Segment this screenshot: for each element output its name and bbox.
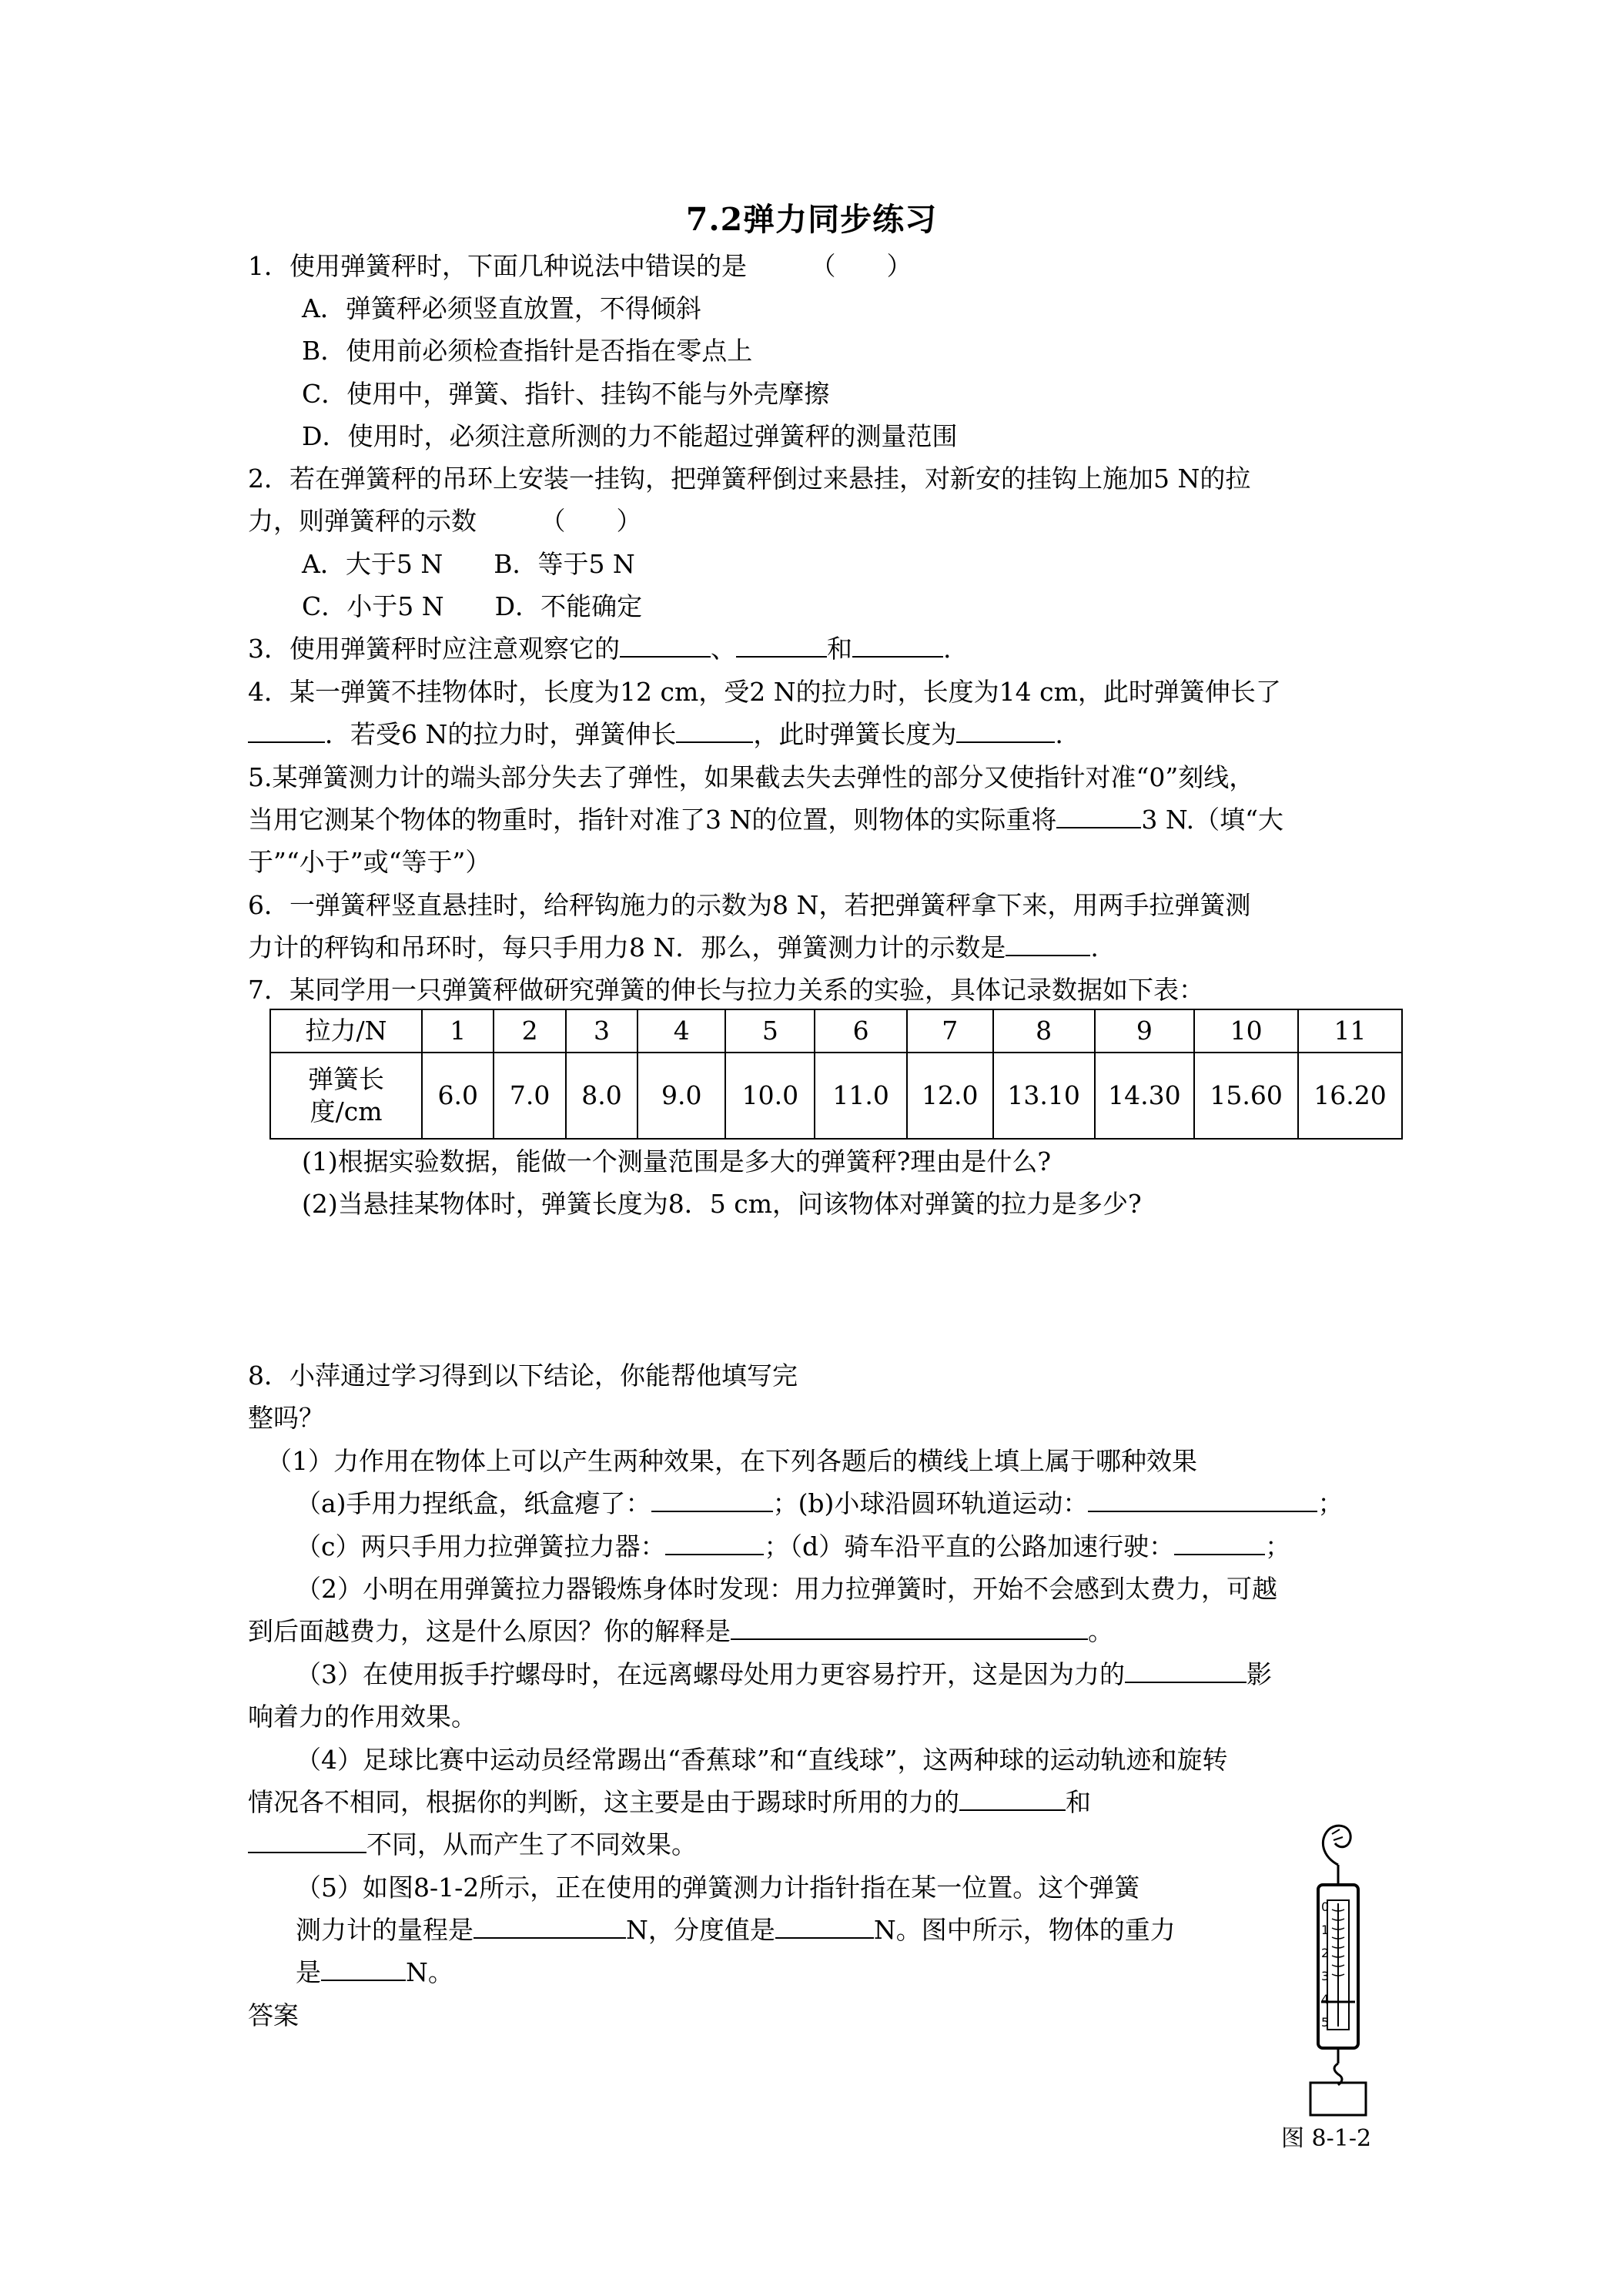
- table-cell: 9: [1095, 1009, 1195, 1053]
- q3-separator-1: 、: [711, 634, 736, 664]
- q8-5-division-text: N，分度值是: [626, 1915, 775, 1945]
- table-cell: 11: [1298, 1009, 1402, 1053]
- table-cell: 8.0: [566, 1053, 637, 1139]
- table-cell: 6: [815, 1009, 906, 1053]
- q8-1c-blank[interactable]: [665, 1531, 764, 1555]
- q3-prefix: 3．使用弹簧秤时应注意观察它的: [248, 634, 620, 664]
- q8-1a-text: （a)手用力捏纸盒，纸盒瘪了：: [296, 1488, 651, 1518]
- q8-1d-end: ；: [1265, 1531, 1291, 1561]
- q1-option-c: C．使用中，弹簧、指针、挂钩不能与外壳摩擦: [302, 379, 830, 409]
- q8-2-blank[interactable]: [731, 1615, 1088, 1640]
- q8-1b-text: ；(b)小球沿圆环轨道运动：: [772, 1488, 1089, 1518]
- q4-blank-1[interactable]: [248, 718, 325, 743]
- answer-heading: 答案: [248, 2000, 299, 2030]
- table-cell: 7: [907, 1009, 993, 1053]
- scale-label: 1: [1321, 1923, 1330, 1937]
- table-cell: 10.0: [725, 1053, 815, 1139]
- q8-part-3-line-1: [296, 1658, 1272, 1692]
- q8-1b-blank[interactable]: [1088, 1488, 1317, 1512]
- q8-5-range-blank[interactable]: [474, 1914, 626, 1939]
- q8-4-text: 情况各不相同，根据你的判断，这主要是由于踢球时所用的力的: [248, 1787, 959, 1817]
- q5-text-a: 当用它测某个物体的物重时，指针对准了3 N的位置，则物体的实际重将: [248, 805, 1057, 835]
- table-cell: 16.20: [1298, 1053, 1402, 1139]
- q5-blank[interactable]: [1056, 804, 1141, 828]
- q8-5-weight-blank[interactable]: [321, 1956, 406, 1981]
- q5-line-3: 于”“小于”或“等于”）: [248, 847, 491, 877]
- table-cell: 14.30: [1095, 1053, 1195, 1139]
- table-header-length: [270, 1053, 422, 1139]
- q8-line-1: 8．小萍通过学习得到以下结论，你能帮他填写完: [248, 1361, 798, 1391]
- q8-4-end: 不同，从而产生了不同效果。: [366, 1829, 697, 1859]
- table-cell: 1: [422, 1009, 494, 1053]
- q8-1a-blank[interactable]: [651, 1488, 773, 1512]
- q6-blank[interactable]: [1006, 932, 1090, 956]
- scale-label: 4: [1321, 1992, 1330, 2006]
- table-cell: 13.10: [993, 1053, 1095, 1139]
- table-cell: 2: [494, 1009, 565, 1053]
- q8-part-4-line-2: [248, 1786, 1091, 1819]
- table-cell: 12.0: [907, 1053, 993, 1139]
- table-cell: 7.0: [494, 1053, 565, 1139]
- q8-part-4-line-3: [248, 1828, 697, 1862]
- q2-options-row-2: C．小于5 N D．不能确定: [302, 591, 643, 621]
- q2-line-2: 力，则弹簧秤的示数 （ ）: [248, 506, 642, 536]
- figure-caption: 图 8-1-2: [1281, 2125, 1372, 2152]
- q8-1d-text: ；（d）骑车沿平直的公路加速行驶：: [764, 1531, 1175, 1561]
- scale-label: 3: [1321, 1969, 1330, 1983]
- scale-label: 2: [1321, 1946, 1330, 1960]
- table-cell: 6.0: [422, 1053, 494, 1139]
- q8-part-2-line-1: （2）小明在用弹簧拉力器锻炼身体时发现：用力拉弹簧时，开始不会感到太费力，可越: [296, 1574, 1277, 1604]
- table-row-length: [270, 1053, 1402, 1139]
- q8-line-2: 整吗？: [248, 1403, 324, 1433]
- q8-1c-text: （c）两只手用力拉弹簧拉力器：: [296, 1531, 666, 1561]
- q8-part-5-line-3: [296, 1956, 453, 1990]
- q2-options-row-1: A．大于5 N B．等于5 N: [302, 549, 635, 579]
- table-cell: 11.0: [815, 1053, 906, 1139]
- q7-sub-question-2: (2)当悬挂某物体时，弹簧长度为8．5 cm，问该物体对弹簧的拉力是多少?: [302, 1189, 1142, 1219]
- q5-text-b: 3 N.（填“大: [1141, 805, 1283, 835]
- q4-line-1: 4．某一弹簧不挂物体时，长度为12 cm，受2 N的拉力时，长度为14 cm，此时弹簧伸长了: [248, 677, 1281, 707]
- table-cell: 9.0: [637, 1053, 725, 1139]
- q6-line-1: 6．一弹簧秤竖直悬挂时，给秤钩施力的示数为8 N，若把弹簧秤拿下来，用两手拉弹簧测: [248, 890, 1251, 920]
- q3-end: .: [943, 634, 952, 664]
- table-cell: 10: [1194, 1009, 1298, 1053]
- table-header-length-part-2: 度/cm: [310, 1096, 383, 1126]
- q1-option-d: D．使用时，必须注意所测的力不能超过弹簧秤的测量范围: [302, 421, 958, 451]
- q8-part-1-ab: [296, 1487, 1343, 1521]
- table-cell: 5: [725, 1009, 815, 1053]
- table-cell: 3: [566, 1009, 637, 1053]
- q6-text: 力计的秤钩和吊环时，每只手用力8 N．那么，弹簧测力计的示数是: [248, 932, 1006, 962]
- q4-line-2: [248, 718, 1063, 751]
- q8-2-text: 到后面越费力，这是什么原因？你的解释是: [248, 1616, 731, 1646]
- q1-option-a: A．弹簧秤必须竖直放置，不得倾斜: [302, 293, 701, 323]
- q5-line-2: [248, 803, 1283, 837]
- q8-1b-end: ；: [1317, 1488, 1344, 1518]
- q8-part-5-line-2: [296, 1913, 1176, 1947]
- q7-data-table: [269, 1009, 1403, 1140]
- table-cell: 8: [993, 1009, 1095, 1053]
- q8-part-1: （1）力作用在物体上可以产生两种效果，在下列各题后的横线上填上属于哪种效果: [266, 1446, 1197, 1476]
- table-row-force: [270, 1009, 1402, 1053]
- q8-5-weight-text: N。图中所示，物体的重力: [873, 1915, 1176, 1945]
- table-cell: 4: [637, 1009, 725, 1053]
- q7-sub-question-1: (1)根据实验数据，能做一个测量范围是多大的弹簧秤?理由是什么?: [302, 1146, 1052, 1176]
- q8-part-4-line-1: （4）足球比赛中运动员经常踢出“香蕉球”和“直线球”，这两种球的运动轨迹和旋转: [296, 1745, 1228, 1775]
- q8-3-blank[interactable]: [1125, 1658, 1247, 1683]
- scale-label: 5: [1321, 2015, 1330, 2030]
- q1-option-b: B．使用前必须检查指针是否指在零点上: [302, 336, 753, 366]
- q8-5-is-text: 是: [296, 1957, 321, 1987]
- q7-stem: 7．某同学用一只弹簧秤做研究弹簧的伸长与拉力关系的实验，具体记录数据如下表：: [248, 975, 1204, 1005]
- q3-separator-2: 和: [827, 634, 852, 664]
- q4-blank-3[interactable]: [956, 718, 1055, 743]
- q3-blank-3[interactable]: [852, 633, 943, 658]
- q8-4-blank-1[interactable]: [959, 1786, 1066, 1811]
- table-header-length-part-1: 弹簧长: [308, 1064, 385, 1094]
- q8-1d-blank[interactable]: [1174, 1531, 1265, 1555]
- spring-scale-figure: [1278, 1817, 1394, 2121]
- q6-line-2: [248, 931, 1099, 965]
- q3-blank-2[interactable]: [736, 633, 827, 658]
- table-header-force: 拉力/N: [270, 1009, 422, 1053]
- scale-label: 0: [1321, 1899, 1330, 1914]
- q8-part-5-line-1: （5）如图8-1-2所示，正在使用的弹簧测力计指针指在某一位置。这个弹簧: [296, 1873, 1140, 1903]
- q8-5-unit: N。: [406, 1957, 453, 1987]
- q8-5-range-text: 测力计的量程是: [296, 1915, 474, 1945]
- q8-part-1-cd: [296, 1530, 1290, 1564]
- q6-end: .: [1090, 932, 1099, 962]
- q1-stem: 1．使用弹簧秤时，下面几种说法中错误的是 （ ）: [248, 251, 912, 281]
- q8-4-blank-2[interactable]: [248, 1829, 366, 1853]
- q3-line: [248, 632, 952, 666]
- table-cell: 15.60: [1194, 1053, 1298, 1139]
- q2-line-1: 2．若在弹簧秤的吊环上安装一挂钩，把弹簧秤倒过来悬挂，对新安的挂钩上施加5 N的拉: [248, 464, 1251, 494]
- hanging-weight: [1310, 2083, 1366, 2115]
- q8-3-end: 影: [1247, 1659, 1272, 1689]
- q3-blank-1[interactable]: [620, 633, 711, 658]
- q4-end: .: [1055, 719, 1063, 749]
- q4-mid-1: ．若受6 N的拉力时，弹簧伸长: [325, 719, 677, 749]
- q8-part-2-line-2: [248, 1615, 1113, 1648]
- q8-4-and: 和: [1066, 1787, 1091, 1817]
- q5-line-1: 5.某弹簧测力计的端头部分失去了弹性，如果截去失去弹性的部分又使指针对准“0”刻线，: [248, 762, 1255, 792]
- q8-3-text: （3）在使用扳手拧螺母时，在远离螺母处用力更容易拧开，这是因为力的: [296, 1659, 1125, 1689]
- q8-5-division-blank[interactable]: [775, 1914, 874, 1939]
- page-title: 7.2弹力同步练习: [685, 201, 938, 238]
- q4-blank-2[interactable]: [676, 718, 753, 743]
- q4-mid-2: ，此时弹簧长度为: [753, 719, 957, 749]
- q8-2-end: 。: [1088, 1616, 1113, 1646]
- q8-part-3-line-2: 响着力的作用效果。: [248, 1702, 477, 1732]
